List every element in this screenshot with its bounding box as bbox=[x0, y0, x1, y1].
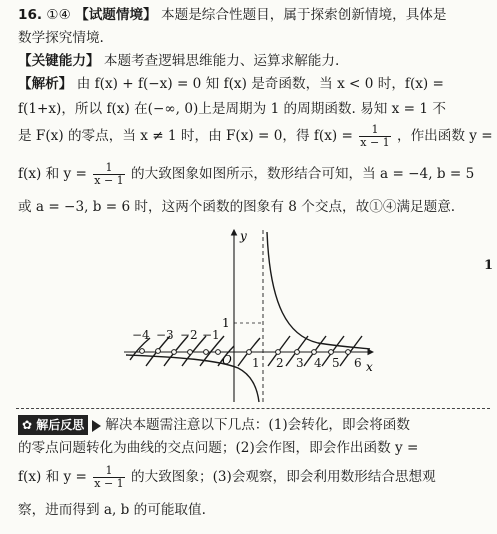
x-axis-label: x bbox=[366, 360, 373, 374]
fraction-3: $\frac{1}{x - 1}$ bbox=[94, 464, 124, 490]
review-line-1 bbox=[18, 415, 410, 435]
review-text-1: 解决本题需注意以下几点：(1)会转化，即会将函数 bbox=[105, 417, 410, 433]
x-tick-6: 6 bbox=[354, 356, 362, 370]
review-text-2: 的零点问题转化为曲线的交点问题；(2)会作图，即会作出函数 y = bbox=[18, 440, 419, 456]
fraction-2: $\frac{1}{x - 1}$ bbox=[94, 161, 124, 187]
review-text-4: 察，进而得到 a, b 的可能取值. bbox=[18, 502, 206, 518]
margin-number: 1 bbox=[484, 258, 494, 273]
x-tick-1: 1 bbox=[252, 356, 260, 370]
problem-answer: ①④ bbox=[46, 7, 71, 23]
review-text-3a: f(x) 和 y = bbox=[18, 469, 87, 485]
hyperbola-left-branch bbox=[126, 355, 259, 402]
x-tick-neg-4: −4 bbox=[132, 328, 150, 342]
analysis-text-4a: f(x) 和 y = bbox=[18, 166, 87, 182]
origin-label: O bbox=[222, 353, 232, 367]
fraction-1: $\frac{1}{x - 1}$ bbox=[360, 123, 390, 149]
problem-number: 16. bbox=[18, 7, 43, 23]
x-tick-2: 2 bbox=[276, 356, 284, 370]
analysis-line-1 bbox=[18, 75, 444, 93]
x-tick-3: 3 bbox=[296, 356, 304, 370]
flower-icon: ✿ bbox=[22, 418, 33, 432]
arrow-right-icon bbox=[92, 420, 101, 432]
ability-line bbox=[18, 52, 339, 70]
function-graph bbox=[118, 226, 378, 406]
analysis-text-1: 由 f(x) + f(−x) = 0 知 f(x) 是奇函数，当 x < 0 时，f(x) = bbox=[76, 76, 444, 92]
x-tick-5: 5 bbox=[332, 356, 340, 370]
review-badge: ✿ 解后反思 bbox=[18, 415, 88, 435]
analysis-text-3a: 是 F(x) 的零点，当 x ≠ 1 时，由 F(x) = 0，得 f(x) = bbox=[18, 128, 353, 144]
hyperbola-right-branch bbox=[267, 232, 370, 349]
ability-text: 本题考查逻辑思维能力、运算求解能力. bbox=[103, 53, 340, 69]
analysis-line-4 bbox=[18, 162, 474, 187]
analysis-text-3b: ，作出函数 y = bbox=[397, 128, 493, 144]
context-text-2: 数学探究情境. bbox=[18, 30, 104, 46]
analysis-text-5: 或 a = −3, b = 6 时，这两个函数的图象有 8 个交点，故①④满足题意. bbox=[18, 199, 456, 215]
context-tag: 【试题情境】 bbox=[75, 7, 157, 23]
y-tick-1: 1 bbox=[222, 316, 230, 330]
analysis-text-4b: 的大致图象如图所示，数形结合可知，当 a = −4, b = 5 bbox=[131, 166, 475, 182]
analysis-text-2: f(1+x)，所以 f(x) 在(−∞, 0)上是周期为 1 的周期函数. 易知 x = 1 不 bbox=[18, 101, 446, 117]
ability-tag: 【关键能力】 bbox=[18, 53, 100, 69]
context-text: 本题是综合性题目，属于探索创新情境，具体是 bbox=[161, 7, 447, 23]
review-line-2 bbox=[18, 439, 418, 457]
problem-line-2 bbox=[18, 29, 104, 47]
x-tick-neg-2: −2 bbox=[180, 328, 198, 342]
analysis-line-3 bbox=[18, 124, 493, 149]
analysis-tag: 【解析】 bbox=[18, 76, 73, 92]
review-box bbox=[16, 408, 490, 527]
review-text-3b: 的大致图象；(3)会观察，即会利用数形结合思想观 bbox=[131, 469, 436, 485]
review-line-4 bbox=[18, 501, 206, 519]
x-tick-neg-3: −3 bbox=[156, 328, 174, 342]
x-tick-neg-1: −1 bbox=[202, 328, 220, 342]
problem-line-1 bbox=[18, 6, 446, 24]
analysis-line-5 bbox=[18, 198, 455, 216]
analysis-line-2 bbox=[18, 100, 446, 118]
x-tick-4: 4 bbox=[314, 356, 322, 370]
review-line-3 bbox=[18, 465, 436, 490]
y-axis-label: y bbox=[240, 229, 247, 243]
